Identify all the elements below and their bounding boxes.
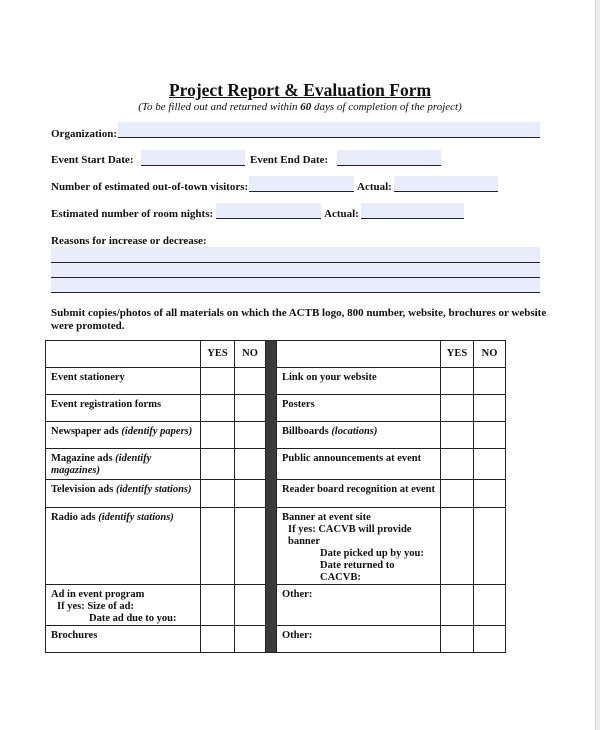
posters-label: Posters	[277, 395, 441, 422]
posters-no[interactable]	[474, 395, 506, 422]
other-label-2: Other:	[277, 626, 441, 653]
billboards-text: Billboards	[282, 426, 332, 437]
magazine-ads-note: (identify magazines)	[51, 453, 152, 476]
header-blank-left	[46, 341, 201, 368]
reasons-label: Reasons for increase or decrease:	[51, 235, 207, 247]
brochures-yes[interactable]	[201, 626, 235, 653]
banner-text: Banner at event site	[282, 512, 371, 523]
radio-ads-label	[46, 508, 201, 585]
form-title: Project Report & Evaluation Form	[168, 80, 432, 100]
room-nights-actual-label: Actual:	[324, 208, 359, 220]
banner-picked-up: Date picked up by you:	[320, 548, 424, 559]
event-program-date: Date ad due to you:	[89, 613, 177, 624]
event-program-label	[46, 585, 201, 626]
announcements-label: Public announcements at event	[277, 449, 441, 480]
visitors-actual-label: Actual:	[357, 181, 392, 193]
reasons-line-2	[51, 277, 540, 278]
other-1-no[interactable]	[474, 585, 506, 626]
banner-label	[277, 508, 441, 585]
subtitle-post: days of completion of the project)	[311, 101, 462, 113]
radio-ads-yes[interactable]	[201, 508, 235, 585]
organization-label: Organization:	[51, 128, 117, 140]
event-stationery-no[interactable]	[235, 368, 266, 395]
table-header-row	[46, 341, 506, 368]
event-stationery-label: Event stationery	[46, 368, 201, 395]
banner-yes[interactable]	[441, 508, 474, 585]
brochures-label: Brochures	[46, 626, 201, 653]
organization-field[interactable]	[118, 122, 540, 138]
subtitle-days: 60	[300, 101, 312, 113]
room-nights-actual-field[interactable]	[361, 203, 464, 219]
television-ads-yes[interactable]	[201, 480, 235, 508]
newspaper-ads-label	[46, 422, 201, 449]
room-nights-label: Estimated number of room nights:	[51, 208, 214, 220]
announcements-no[interactable]	[474, 449, 506, 480]
billboards-no[interactable]	[474, 422, 506, 449]
radio-ads-text: Radio ads	[51, 512, 99, 523]
reasons-line-1	[51, 262, 540, 263]
event-start-field[interactable]	[141, 150, 245, 166]
event-end-field[interactable]	[337, 150, 441, 166]
newspaper-ads-no[interactable]	[235, 422, 266, 449]
header-yes-left: YES	[201, 341, 235, 368]
subtitle-pre: (To be filled out and returned within	[138, 101, 301, 113]
reader-board-no[interactable]	[474, 480, 506, 508]
magazine-ads-text: Magazine ads	[51, 453, 116, 464]
materials-table	[45, 340, 506, 653]
registration-forms-no[interactable]	[235, 395, 266, 422]
television-ads-no[interactable]	[235, 480, 266, 508]
brochures-no[interactable]	[235, 626, 266, 653]
reader-board-yes[interactable]	[441, 480, 474, 508]
column-separator	[266, 341, 277, 653]
other-label-1: Other:	[277, 585, 441, 626]
room-nights-field[interactable]	[216, 203, 321, 219]
visitors-label: Number of estimated out-of-town visitors:	[51, 181, 249, 193]
registration-forms-yes[interactable]	[201, 395, 235, 422]
billboards-note: (locations)	[331, 426, 378, 437]
event-program-ifyes: If yes: Size of ad:	[57, 601, 134, 612]
header-yes-right: YES	[441, 341, 474, 368]
registration-forms-label: Event registration forms	[46, 395, 201, 422]
magazine-ads-yes[interactable]	[201, 449, 235, 480]
event-program-yes[interactable]	[201, 585, 235, 626]
television-ads-text: Television ads	[51, 484, 116, 495]
billboards-yes[interactable]	[441, 422, 474, 449]
television-ads-note: (identify stations)	[115, 484, 192, 495]
television-ads-label	[46, 480, 201, 508]
magazine-ads-label	[46, 449, 201, 480]
other-2-yes[interactable]	[441, 626, 474, 653]
other-1-yes[interactable]	[441, 585, 474, 626]
event-end-label: Event End Date:	[250, 154, 329, 166]
billboards-label	[277, 422, 441, 449]
event-program-text: Ad in event program	[51, 589, 145, 600]
header-no-left: NO	[235, 341, 266, 368]
submit-instructions: Submit copies/photos of all materials on which the ACTB logo, 800 number, website, brochures or website were promoted.	[51, 307, 547, 332]
banner-no[interactable]	[474, 508, 506, 585]
magazine-ads-no[interactable]	[235, 449, 266, 480]
visitors-actual-field[interactable]	[394, 176, 498, 192]
radio-ads-no[interactable]	[235, 508, 266, 585]
reasons-field[interactable]	[51, 247, 540, 293]
website-link-no[interactable]	[474, 368, 506, 395]
other-2-no[interactable]	[474, 626, 506, 653]
header-no-right: NO	[474, 341, 506, 368]
website-link-label: Link on your website	[277, 368, 441, 395]
reasons-line-3	[51, 292, 540, 293]
posters-yes[interactable]	[441, 395, 474, 422]
event-stationery-yes[interactable]	[201, 368, 235, 395]
radio-ads-note: (identify stations)	[98, 512, 174, 523]
newspaper-ads-yes[interactable]	[201, 422, 235, 449]
event-program-no[interactable]	[235, 585, 266, 626]
event-start-label: Event Start Date:	[51, 154, 134, 166]
newspaper-ads-note: (identify papers)	[121, 426, 193, 437]
banner-returned: Date returned to CACVB:	[320, 560, 395, 583]
form-subtitle	[0, 101, 600, 113]
visitors-field[interactable]	[249, 176, 354, 192]
reader-board-label: Reader board recognition at event	[277, 480, 441, 508]
newspaper-ads-text: Newspaper ads	[51, 426, 122, 437]
banner-ifyes: If yes: CACVB will provide banner	[288, 524, 412, 547]
announcements-yes[interactable]	[441, 449, 474, 480]
website-link-yes[interactable]	[441, 368, 474, 395]
header-blank-right	[277, 341, 441, 368]
